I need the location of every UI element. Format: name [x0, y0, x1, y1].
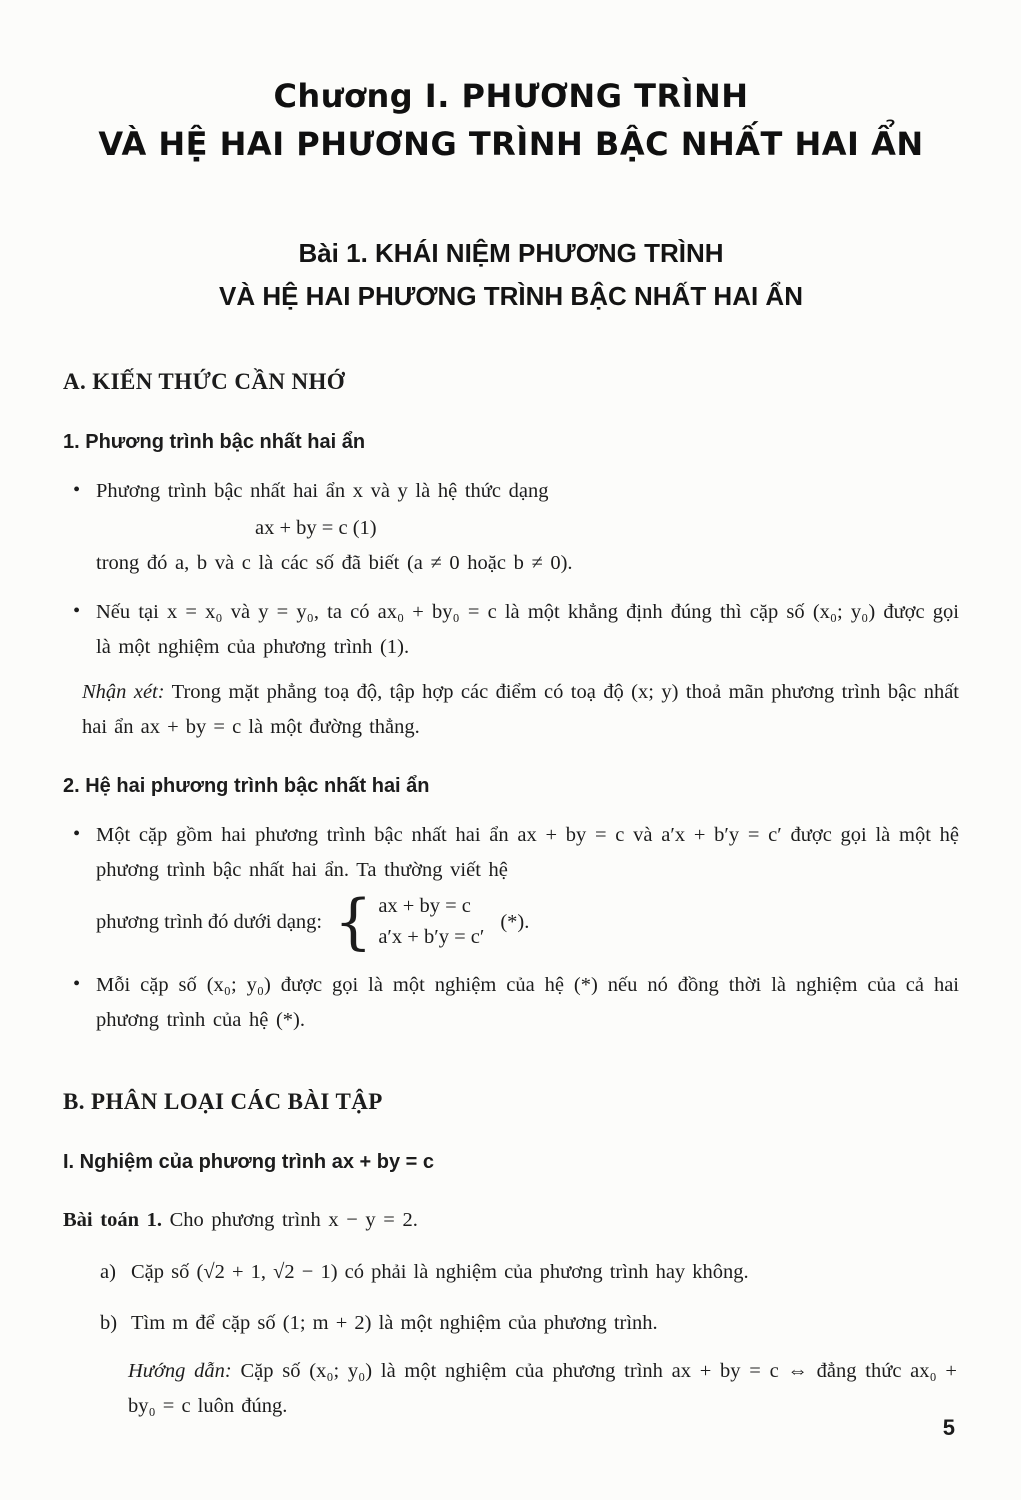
lesson-title: [63, 232, 959, 318]
section-a-heading: A. KIẾN THỨC CẦN NHỚ: [63, 368, 346, 394]
subsection-2-heading: 2. Hệ hai phương trình bậc nhất hai ẩn: [63, 774, 430, 797]
remark-paragraph: [82, 675, 959, 745]
hint-text: Cặp số (x₀; y₀) là một nghiệm của phương trình ax + by = c ⇔ đẳng thức ax₀ + by₀ = c luôn đúng.: [128, 1360, 957, 1418]
equation-definition-text: Phương trình bậc nhất hai ẩn x và y là hệ thức dạng: [96, 479, 549, 502]
chapter-title-line2: VÀ HỆ HAI PHƯƠNG TRÌNH BẬC NHẤT HAI ẨN: [98, 125, 924, 163]
bullet-item-system-solution: [63, 968, 959, 1038]
chapter-title: [63, 72, 959, 168]
chapter-title-line1: Chương I. PHƯƠNG TRÌNH: [273, 77, 749, 115]
page-number: 5: [942, 1414, 955, 1440]
subsection-1-heading: 1. Phương trình bậc nhất hai ẩn: [63, 430, 366, 453]
lesson-title-line2: VÀ HỆ HAI PHƯƠNG TRÌNH BẬC NHẤT HAI ẨN: [219, 280, 803, 311]
system-equations-stack: [378, 891, 484, 953]
bullet-item-equation-definition: [63, 474, 959, 581]
system-of-equations: [96, 887, 959, 958]
remark-text: Trong mặt phẳng toạ độ, tập hợp các điểm có toạ độ (x; y) thoả mãn phương trình bậc nhất hai ẩn ax + by = c là một đường thẳng.: [82, 681, 959, 738]
bullet-icon: •: [73, 478, 81, 501]
bullet-icon: •: [73, 972, 81, 995]
problem-1-statement: [63, 1203, 959, 1238]
equation-1: ax + by = c (1): [255, 516, 377, 539]
lesson-title-line1: Bài 1. KHÁI NIỆM PHƯƠNG TRÌNH: [298, 238, 724, 268]
hint-label: Hướng dẫn:: [128, 1360, 232, 1383]
part-b-marker: b): [100, 1312, 118, 1335]
system-star-label: (*).: [500, 910, 530, 933]
section-b-sub1-heading: I. Nghiệm của phương trình ax + by = c: [63, 1150, 434, 1173]
system-solution-text: Mỗi cặp số (x₀; y₀) được gọi là một nghiệm của hệ (*) nếu nó đồng thời là nghiệm của cả hai phương trình của hệ (*).: [96, 973, 959, 1031]
solution-definition-text: Nếu tại x = x₀ và y = y₀, ta có ax₀ + by₀ = c là một khẳng định đúng thì cặp số (x₀; y₀) được gọi là một nghiệm của phương trình (1).: [96, 601, 959, 659]
bullet-item-solution-definition: [63, 595, 959, 665]
bullet-icon: •: [73, 822, 81, 845]
problem-1-part-b: [63, 1306, 959, 1341]
bullet-icon: •: [73, 600, 81, 623]
bullet-item-system-definition: [63, 818, 959, 958]
part-a-marker: a): [100, 1260, 116, 1283]
problem-1-hint: [128, 1354, 957, 1424]
part-b-text: Tìm m để cặp số (1; m + 2) là một nghiệm của phương trình.: [131, 1312, 658, 1335]
system-lead-in: phương trình đó dưới dạng:: [96, 910, 323, 933]
system-definition-text: Một cặp gồm hai phương trình bậc nhất hai ẩn ax + by = c và a′x + b′y = c′ được gọi là một hệ phương trình bậc nhất hai ẩn. Ta thường viết hệ: [96, 823, 959, 881]
section-b-heading: B. PHÂN LOẠI CÁC BÀI TẬP: [63, 1088, 383, 1114]
equation-definition-continuation: trong đó a, b và c là các số đã biết (a ≠ 0 hoặc b ≠ 0).: [96, 551, 573, 574]
problem-1-part-a: [63, 1255, 959, 1290]
curly-brace: {: [334, 887, 373, 958]
part-a-text: Cặp số (√2 + 1, √2 − 1) có phải là nghiệm của phương trình hay không.: [131, 1260, 749, 1283]
problem-1-label: Bài toán 1.: [63, 1208, 162, 1231]
problem-1-text: Cho phương trình x − y = 2.: [169, 1208, 418, 1231]
remark-label: Nhận xét:: [82, 681, 165, 704]
system-equation-2: a′x + b′y = c′: [378, 926, 485, 949]
system-equation-1: ax + by = c: [378, 895, 471, 918]
